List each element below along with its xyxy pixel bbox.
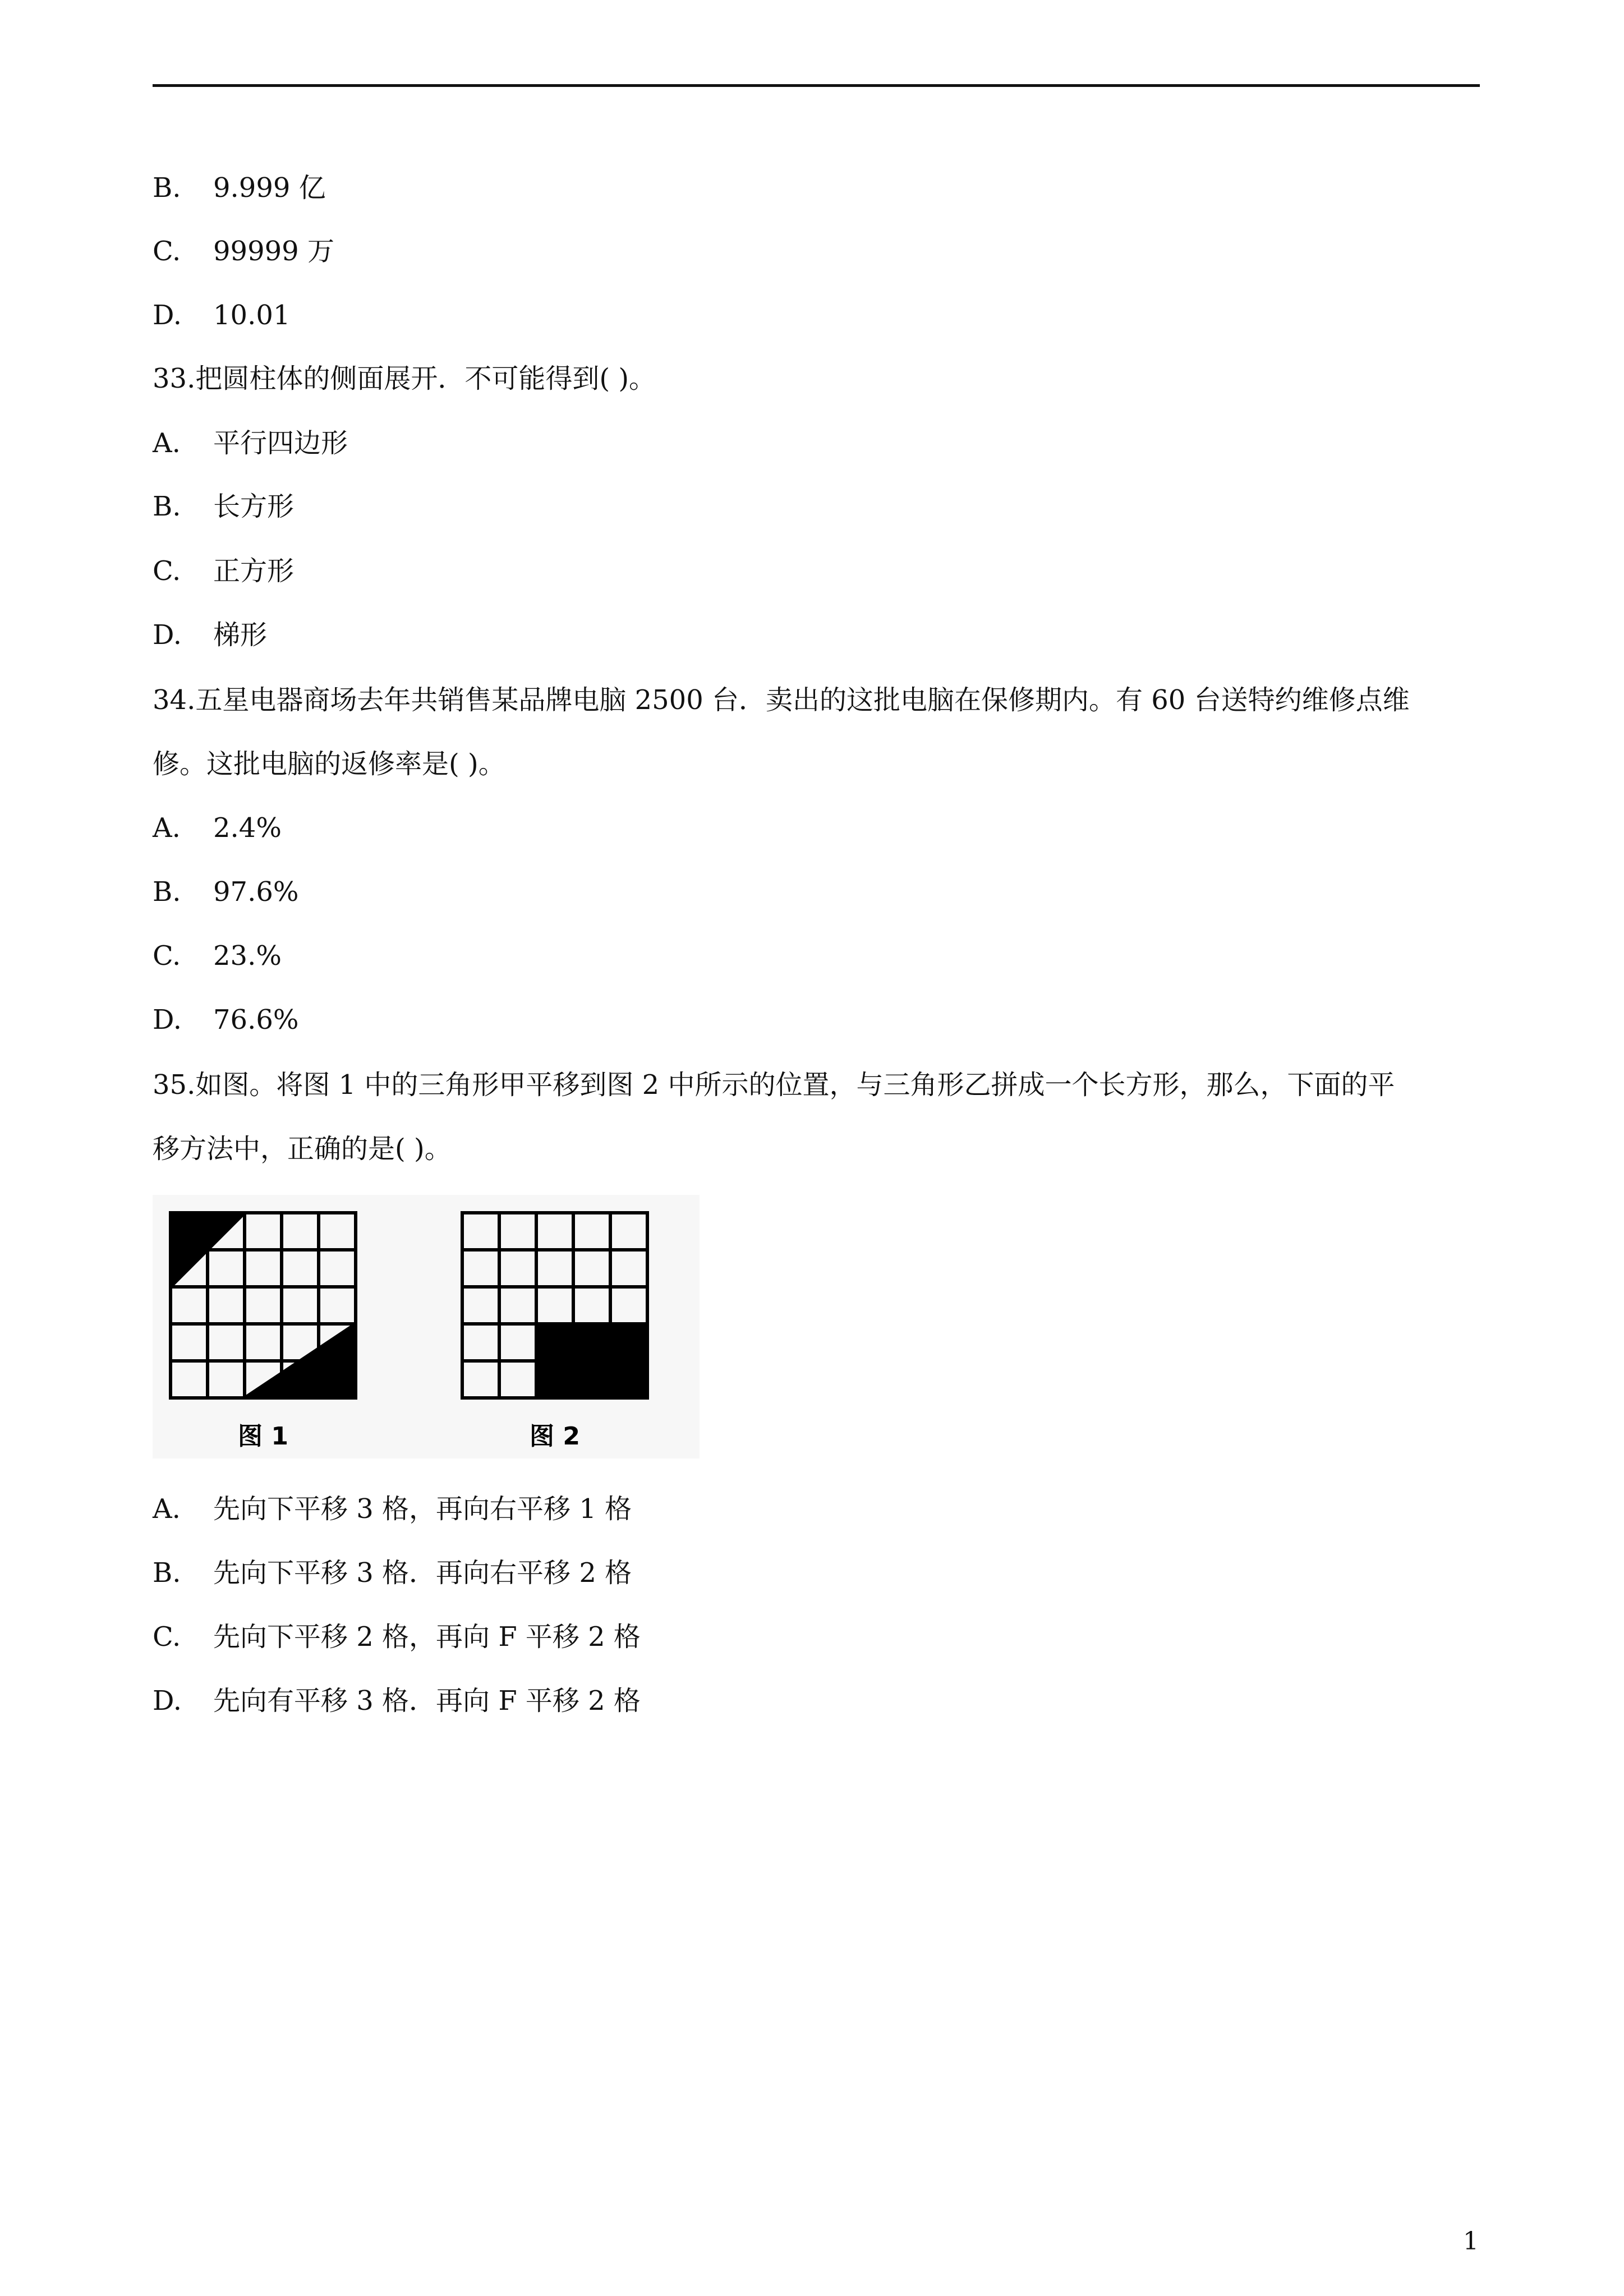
option-text: 先向有平移 3 格．再向 F 平移 2 格: [213, 1685, 641, 1717]
q34-option-d: [153, 1003, 298, 1037]
q35-option-d: [153, 1684, 641, 1718]
q34-option-b: [153, 875, 298, 909]
option-text: 长方形: [213, 491, 295, 522]
q33-option-a: [153, 426, 348, 460]
header-rule: [153, 84, 1480, 87]
option-letter: B.: [153, 876, 181, 908]
option-text: 梯形: [213, 619, 268, 651]
q33-option-d: [153, 618, 267, 652]
q32-option-c: [153, 234, 334, 268]
option-text: 先向下平移 3 格．再向右平移 2 格: [213, 1557, 632, 1589]
translation-figure: [153, 1195, 700, 1458]
page-number: 1: [1463, 2227, 1479, 2256]
option-letter: D.: [153, 1004, 182, 1036]
q35-option-c: [153, 1620, 641, 1654]
option-letter: A.: [153, 1493, 181, 1525]
option-letter: D.: [153, 300, 182, 331]
option-text: 平行四边形: [213, 427, 348, 459]
option-letter: A.: [153, 427, 181, 459]
figure-1-caption: 图 1: [238, 1422, 288, 1451]
q34-stem-line2: 修。这批电脑的返修率是( )。: [153, 748, 505, 780]
option-letter: C.: [153, 236, 181, 267]
option-text: 10.01: [213, 300, 291, 331]
option-letter: D.: [153, 619, 182, 651]
option-letter: C.: [153, 1621, 181, 1653]
option-text: 先向下平移 3 格，再向右平移 1 格: [213, 1493, 632, 1525]
figure-2: [462, 1213, 647, 1398]
figure-2-caption: 图 2: [530, 1422, 580, 1451]
option-text: 2.4%: [213, 812, 282, 844]
option-letter: A.: [153, 812, 181, 844]
q35-option-a: [153, 1492, 632, 1526]
figure-1: [171, 1213, 356, 1398]
option-text: 23.%: [213, 940, 282, 972]
q32-option-b: [153, 171, 326, 205]
option-text: 正方形: [213, 555, 295, 587]
q33-option-c: [153, 554, 294, 588]
q34-option-c: [153, 939, 282, 973]
q34-option-a: [153, 811, 282, 845]
q32-option-d: [153, 298, 290, 332]
option-letter: B.: [153, 491, 181, 522]
q34-stem-line1: 34.五星电器商场去年共销售某品牌电脑 2500 台．卖出的这批电脑在保修期内。有 60 台送特约维修点维: [153, 684, 1410, 716]
q35-stem-line1: 35.如图。将图 1 中的三角形甲平移到图 2 中所示的位置，与三角形乙拼成一个长方形，那么，下面的平: [153, 1069, 1395, 1101]
option-text: 先向下平移 2 格，再向 F 平移 2 格: [213, 1621, 641, 1653]
q35-stem-line2: 移方法中，正确的是( )。: [153, 1133, 452, 1165]
option-text: 97.6%: [213, 876, 299, 908]
option-letter: B.: [153, 1557, 181, 1589]
option-text: 99999 万: [213, 236, 334, 267]
option-letter: C.: [153, 940, 181, 972]
option-letter: B.: [153, 172, 181, 204]
assembled-rectangle: [536, 1324, 647, 1398]
option-text: 9.999 亿: [213, 172, 326, 204]
option-letter: C.: [153, 555, 181, 587]
option-text: 76.6%: [213, 1004, 299, 1036]
q35-option-b: [153, 1556, 632, 1590]
q33-option-b: [153, 490, 294, 523]
option-letter: D.: [153, 1685, 182, 1717]
q33-stem: 33.把圆柱体的侧面展开．不可能得到( )。: [153, 363, 656, 394]
